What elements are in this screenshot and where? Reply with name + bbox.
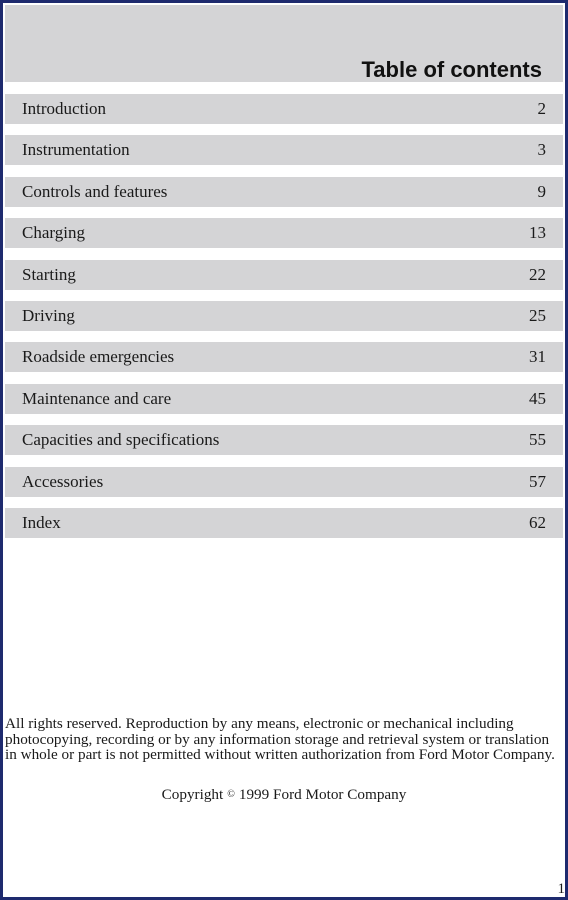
toc-entry-label: Roadside emergencies: [22, 347, 175, 367]
page-title: Table of contents: [361, 57, 542, 82]
toc-entry-driving[interactable]: [5, 301, 563, 331]
toc-entry-controls-and-features[interactable]: [5, 177, 563, 207]
toc-entry-page: 3: [537, 140, 546, 160]
toc-entry-page: 45: [529, 388, 546, 408]
toc-entry-label: Instrumentation: [22, 140, 130, 160]
copyright-symbol: ©: [227, 789, 235, 800]
toc-entry-page: 62: [529, 512, 546, 532]
header-band: [5, 5, 563, 82]
toc-entry-label: Accessories: [22, 471, 104, 491]
toc-entry-page: 57: [529, 471, 546, 491]
toc-entry-page: 31: [529, 347, 546, 367]
toc-entry-label: Driving: [22, 305, 75, 325]
toc-entry-page: 55: [529, 430, 546, 450]
toc-entry-instrumentation[interactable]: [5, 135, 563, 165]
toc-entry-page: 22: [529, 264, 546, 284]
page-number: 1: [557, 881, 565, 897]
toc-entry-capacities-and-specifications[interactable]: [5, 425, 563, 455]
toc-entry-page: 13: [529, 223, 546, 243]
toc-entry-accessories[interactable]: [5, 467, 563, 497]
toc-entry-index[interactable]: [5, 508, 563, 538]
toc-entry-maintenance-and-care[interactable]: [5, 384, 563, 414]
copyright-text: 1999 Ford Motor Company: [238, 786, 407, 803]
toc-entry-label: Capacities and specifications: [22, 430, 220, 450]
toc-entry-introduction[interactable]: [5, 94, 563, 124]
copyright-prefix: Copyright: [161, 786, 224, 803]
toc-entry-label: Starting: [22, 264, 76, 284]
toc-entry-label: Index: [22, 512, 61, 532]
toc-entry-page: 2: [537, 99, 546, 118]
toc-entry-charging[interactable]: [5, 218, 563, 248]
toc-entry-label: Maintenance and care: [22, 388, 172, 408]
toc-entry-starting[interactable]: [5, 260, 563, 290]
toc-list: [5, 94, 563, 549]
toc-entry-label: Introduction: [22, 99, 107, 118]
toc-entry-roadside-emergencies[interactable]: [5, 342, 563, 372]
copyright-line: [0, 786, 568, 804]
toc-entry-page: 9: [537, 181, 546, 201]
toc-entry-page: 25: [529, 305, 546, 325]
rights-notice: All rights reserved. Reproduction by any means, electronic or mechanical including photocopying, recording or by any information storage and retrieval system or translation in whole or part is not permitted without written authorization from Ford Motor Company.: [5, 715, 555, 763]
toc-entry-label: Controls and features: [22, 181, 168, 201]
toc-entry-label: Charging: [22, 223, 85, 243]
